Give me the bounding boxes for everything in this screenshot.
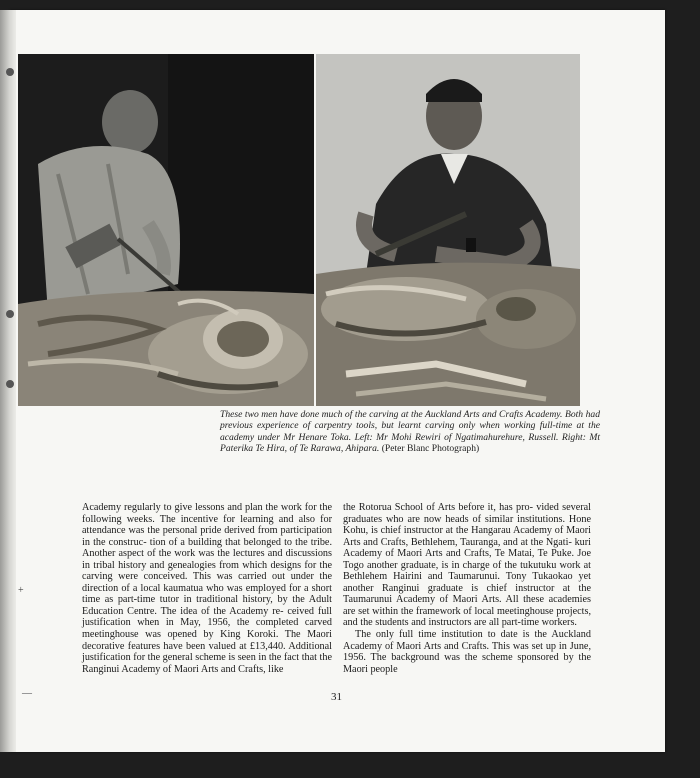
column-right-paragraph-1: the Rotorua School of Arts before it, has pro- vided several graduates who are now heads of similar institutions. Hone Kohu, is chief instructor at the Hangarau Academy of Maori Arts and Crafts, Bethlehem, Tauranga, and at the Ngati- kuri Academy of Maori Arts and Crafts, Te Matai, Te Puke. Joe Togo another graduate, is in charge of the tukutuku work at Bethlehem Hairini and Taumarunui. Tony Tukaokao yet another Ranginui graduate is chief instructor at the Taumarunui Academy of Maori Arts. All these academies are set within the framework of local meetinghouse projects, and the students and instructors are all part-time workers. [343,502,591,629]
carver-left-illustration [18,54,314,406]
text-column-left [82,502,332,675]
page-number: 31 [331,691,342,703]
margin-mark: — [22,688,32,699]
binding-edge [0,10,16,752]
column-left-paragraph: Academy regularly to give lessons and plan the work for the following weeks. The incentive for learning and also for attendance was the personal pride derived from participation in the construc- tion of a building that belonged to the tribe. Another aspect of the work was the lectures and discussions in tribal history and genealogies from which designs for the carving were conceived. This was carried out under the direction of a local kaumatua who was employed for a short time as part-time tutor in traditional history, by the Adult Education Centre. The idea of the Academy re- ceived full justification when in May, 1956, the completed carved meetinghouse was opened by King Koroki. The Maori decorative features have been valued at £13,440. Additional justification for the general scheme is seen in the fact that the Ranginui Academy of Maori Arts and Crafts, like [82,502,332,675]
photo-right-carver [316,54,580,406]
photo-left-carver [18,54,314,406]
photo-caption [220,409,600,455]
text-column-right [343,502,591,675]
photo-credit: (Peter Blanc Photograph) [381,443,480,455]
column-right-paragraph-2: The only full time institution to date is the Auckland Academy of Maori Arts and Crafts. This was set up in June, 1956. The background was the scheme sponsored by the Maori people [343,629,591,675]
margin-mark: + [18,585,24,596]
carver-right-illustration [316,54,580,406]
caption-text: These two men have done much of the carving at the Auckland Arts and Crafts Academy. Both had previous experience of carpentry tools, but learnt carving only when working full-time at the academy under Mr Henare Toka. Left: Mr Mohi Rewiri of Ngatimahurehure, Russell. Right: Mt Paterika Te Hira, of Te Rarawa, Ahipara. [220,409,600,455]
